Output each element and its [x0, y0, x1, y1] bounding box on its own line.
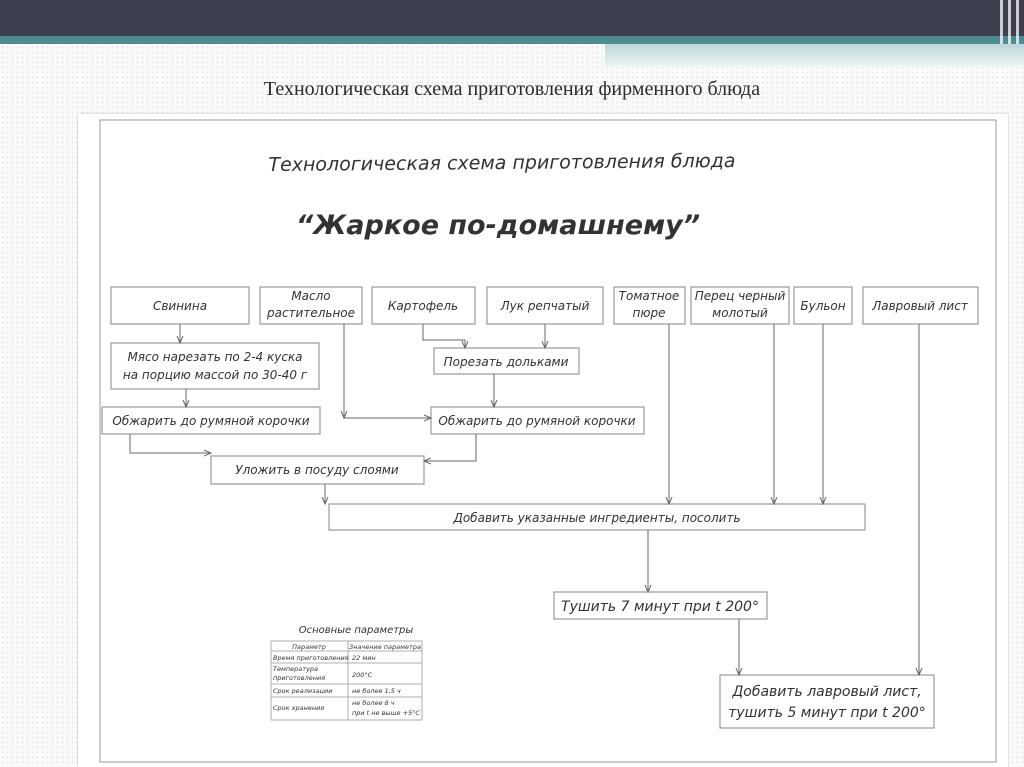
ingredient-onion: Лук репчатый: [500, 299, 590, 313]
table-header-param: Параметр: [292, 643, 326, 651]
step-fry-meat: Обжарить до румяной корочки: [112, 414, 310, 428]
ingredient-broth: Бульон: [800, 299, 846, 313]
parameters-title: Основные параметры: [298, 625, 414, 636]
step-stew: Тушить 7 минут при t 200°: [561, 599, 759, 615]
step-cut-meat-line2: на порцию массой по 30-40 г: [122, 368, 308, 382]
step-final-line1: Добавить лавровый лист,: [732, 684, 922, 700]
ingredient-oil-line1: Масло: [291, 289, 331, 303]
ingredient-potato: Картофель: [387, 299, 459, 313]
step-add-ingredients: Добавить указанные ингредиенты, посолить: [453, 511, 741, 525]
table-cell-param: Температура: [273, 665, 318, 673]
slide-title: Технологическая схема приготовления фирменного блюда: [263, 78, 761, 100]
ingredient-bay-leaf: Лавровый лист: [872, 299, 968, 313]
table-cell-value: при t не выше +5°С: [352, 709, 420, 717]
table-cell-value: 200°С: [352, 671, 373, 679]
ingredient-oil-line2: растительное: [266, 306, 356, 320]
arrow: [424, 434, 476, 461]
step-cut-meat-line1: Мясо нарезать по 2-4 куска: [127, 350, 303, 364]
dish-name: “Жаркое по-домашнему”: [295, 210, 701, 241]
ingredient-tomato-line2: пюре: [632, 306, 666, 320]
table-cell-param: Срок хранения: [273, 704, 325, 712]
ingredient-pork: Свинина: [152, 299, 208, 313]
arrow: [423, 324, 465, 348]
parameters-table: [271, 625, 422, 720]
flowchart-svg: [78, 114, 1008, 767]
diagram-heading: Технологическая схема приготовления блюда: [268, 149, 736, 177]
table-cell-param: Срок реализации: [273, 687, 333, 695]
ingredient-tomato-line1: Томатное: [618, 289, 680, 303]
flowchart-drawing: [78, 114, 1008, 767]
step-layer: Уложить в посуду слоями: [235, 463, 399, 477]
top-teal-bar: [0, 36, 1024, 44]
teal-gradient-band: [605, 44, 1024, 66]
decor-stripe: [1008, 0, 1011, 44]
table-cell-param: приготовления: [273, 674, 326, 682]
step-fry-vegetables: Обжарить до румяной корочки: [438, 414, 636, 428]
decor-stripe: [1000, 0, 1003, 44]
ingredient-pepper-line2: молотый: [712, 306, 768, 320]
top-dark-bar: [0, 0, 1024, 36]
table-cell-value: не более 1,5 ч: [352, 687, 401, 695]
arrow: [130, 434, 211, 453]
ingredient-pepper-line1: Перец черный: [694, 289, 786, 303]
step-cut-slices: Порезать дольками: [443, 355, 569, 369]
table-header-value: Значение параметра: [349, 643, 421, 651]
table-cell-value: 22 мин: [352, 654, 376, 662]
step-final-line2: тушить 5 минут при t 200°: [728, 705, 926, 721]
table-cell-value: не более 8 ч: [352, 699, 395, 707]
decor-stripe: [1016, 0, 1019, 44]
table-cell-param: Время приготовления: [273, 654, 349, 662]
